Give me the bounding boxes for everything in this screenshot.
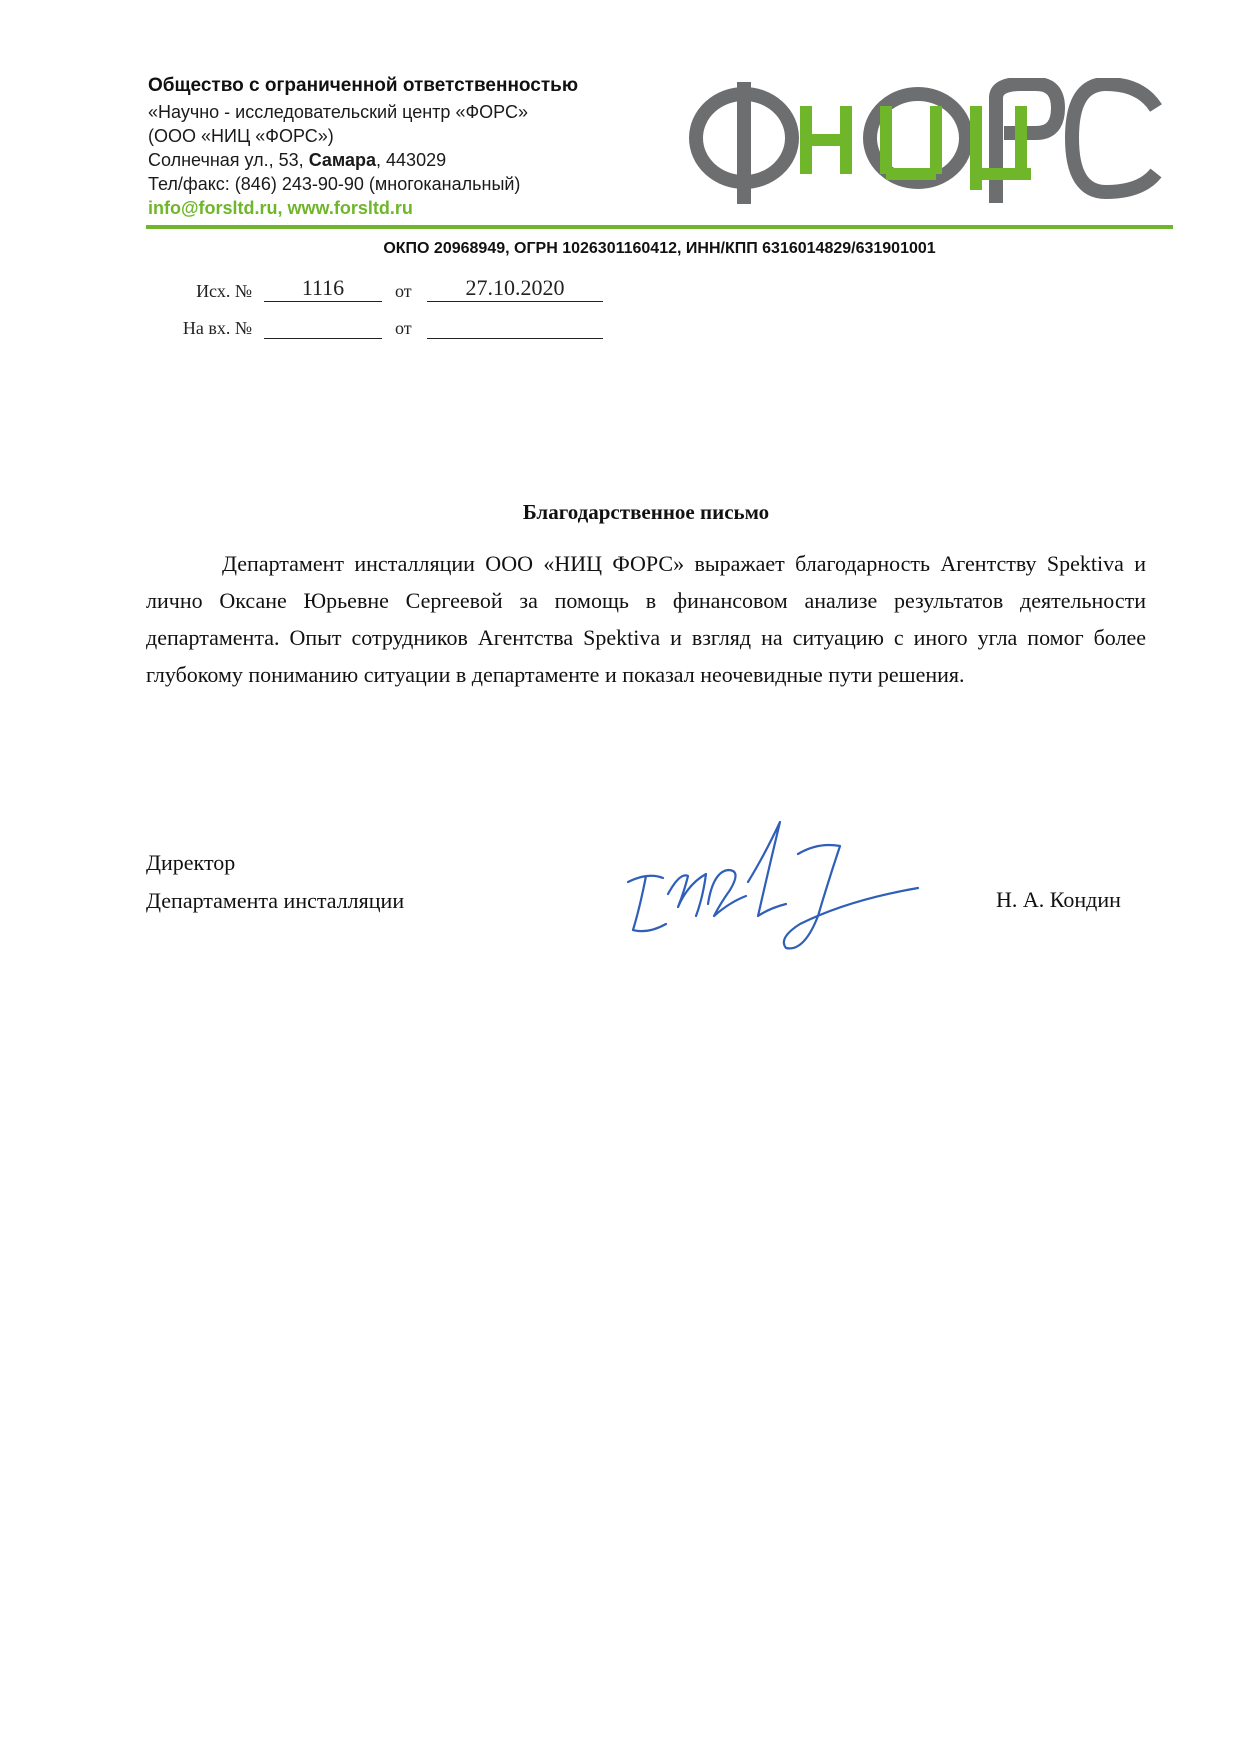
signatory-position-line2: Департамента инсталляции [146, 888, 405, 913]
org-name-line1: Общество с ограниченной ответственностью [148, 75, 579, 96]
incoming-date-field [427, 312, 603, 339]
address-street: Солнечная ул., 53, [148, 150, 304, 170]
outgoing-date-field: 27.10.2020 [427, 275, 603, 302]
company-requisites: ОКПО 20968949, ОГРН 1026301160412, ИНН/КПП 6316014829/631901001 [383, 240, 936, 257]
outgoing-number-field: 1116 [264, 275, 382, 302]
incoming-number-field [264, 312, 382, 339]
org-address [148, 149, 446, 171]
signatory-position-line1: Директор [146, 850, 236, 875]
org-short-name: (ООО «НИЦ «ФОРС») [148, 126, 334, 146]
fors-logo [686, 78, 1174, 208]
signatory-position [146, 844, 404, 920]
signatory-name: Н. А. Кондин [996, 887, 1121, 912]
incoming-date-label: от [395, 318, 412, 338]
org-name-line2: «Научно - исследовательский центр «ФОРС» [148, 102, 528, 122]
handwritten-signature [618, 812, 928, 962]
org-contact-links[interactable]: info@forsltd.ru, www.forsltd.ru [148, 198, 413, 218]
letter-body: Департамент инсталляции ООО «НИЦ ФОРС» выражает благодарность Агентству Spektiva и лично Оксане Юрьевне Сергеевой за помощь в финансовом анализе результатов деятельности департамента. Опыт сотрудников Агентства Spektiva и взгляд на ситуацию с иного угла помог более глубокому пониманию ситуации в департаменте и показал неочевидные пути решения. [146, 551, 1146, 687]
outgoing-number-label: Исх. № [196, 281, 252, 301]
header-divider [146, 225, 1173, 229]
org-phone: Тел/факс: (846) 243-90-90 (многоканальный) [148, 174, 521, 194]
address-city: Самара [308, 150, 377, 170]
outgoing-date-label: от [395, 281, 412, 301]
address-zip: , 443029 [376, 150, 447, 170]
incoming-number-label: На вх. № [182, 318, 252, 338]
letter-title: Благодарственное письмо [522, 500, 770, 524]
